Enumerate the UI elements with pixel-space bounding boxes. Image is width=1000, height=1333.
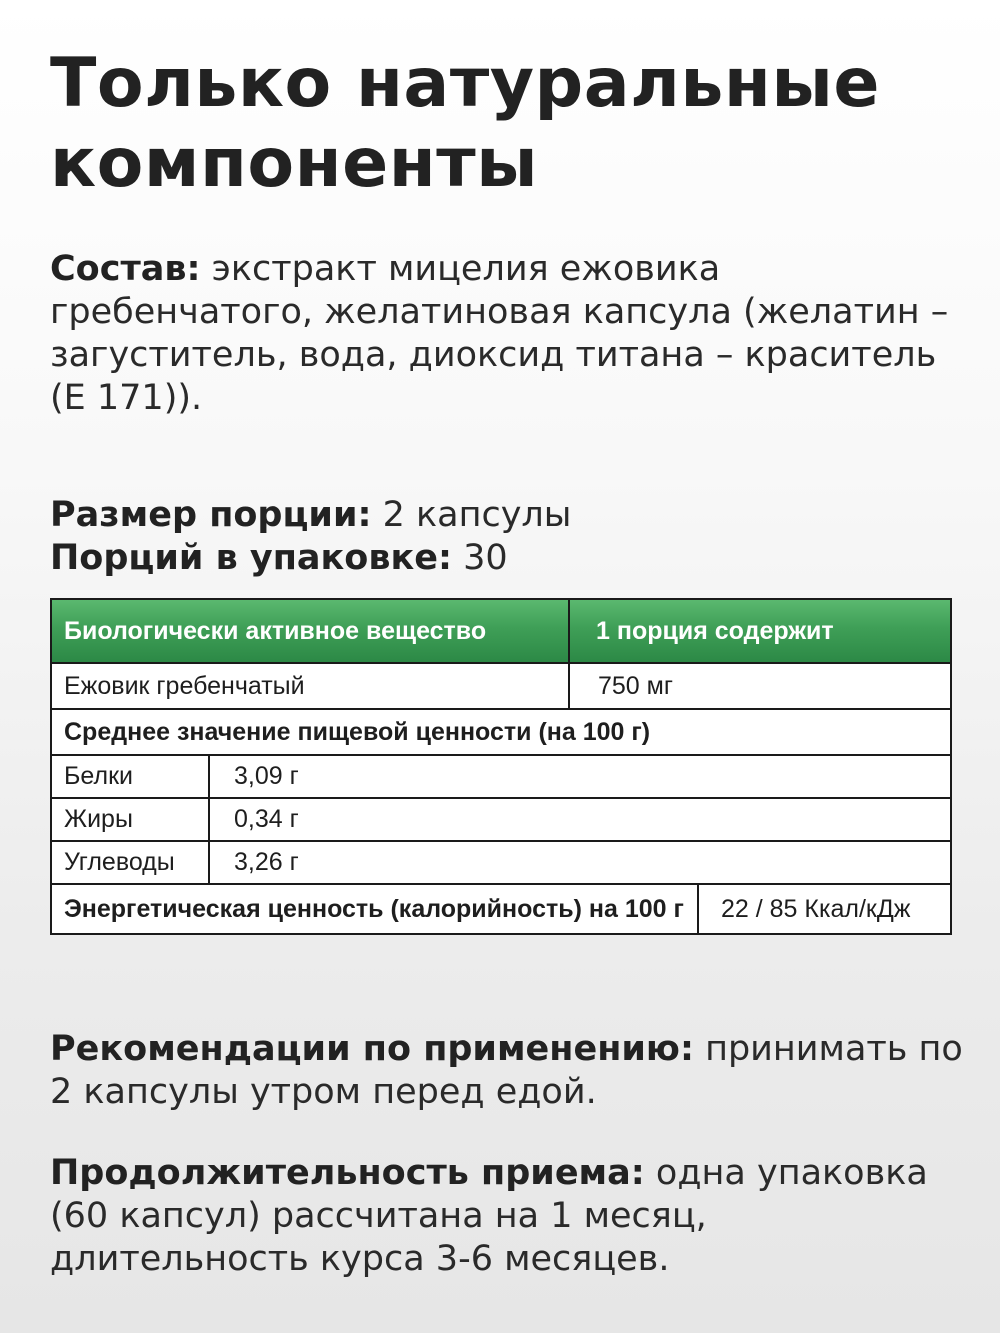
servings-per-pack-label: Порций в упаковке:	[50, 538, 452, 578]
table-header-substance: Биологически активное вещество	[64, 616, 487, 645]
table-header-amount: 1 порция содержит	[568, 600, 950, 662]
duration-label: Продолжительность приема:	[50, 1153, 645, 1193]
recommendation-label: Рекомендации по применению:	[50, 1029, 694, 1069]
usage-recommendation	[50, 1028, 970, 1114]
table-row-substance	[52, 664, 950, 710]
nutrient-value: 0,34 г	[208, 799, 950, 840]
nutrient-value: 3,26 г	[208, 842, 950, 883]
nutrient-name: Белки	[64, 762, 133, 790]
substance-name: Ежовик гребенчатый	[64, 671, 305, 700]
table-row	[52, 842, 950, 885]
nutrient-name: Углеводы	[64, 848, 175, 876]
table-header-row	[52, 600, 950, 664]
table-row	[52, 799, 950, 842]
nutrition-table	[50, 598, 952, 935]
table-row-energy	[52, 885, 950, 933]
composition-text	[50, 248, 970, 420]
energy-label: Энергетическая ценность (калорийность) на 100 г	[64, 894, 684, 923]
serving-size-label: Размер порции:	[50, 495, 372, 535]
composition-value: экстракт мицелия ежовика гребенчатого, желатиновая капсула (желатин – загуститель, вода, диоксид титана – краситель (Е 171)).	[50, 249, 949, 418]
nutrient-name: Жиры	[64, 805, 133, 833]
serving-info	[50, 494, 970, 580]
nutrition-title: Среднее значение пищевой ценности (на 100 г)	[64, 717, 651, 746]
servings-per-pack-value: 30	[451, 538, 508, 578]
energy-value: 22 / 85 Ккал/кДж	[697, 885, 950, 933]
table-row-nutrition-title	[52, 710, 950, 756]
intake-duration	[50, 1152, 970, 1281]
duration-value: одна упаковка (60 капсул) рассчитана на 1 месяц, длительность курса 3-6 месяцев.	[50, 1153, 928, 1279]
page-title: Только натуральные компоненты	[50, 44, 881, 203]
table-row	[52, 756, 950, 799]
nutrient-value: 3,09 г	[208, 756, 950, 797]
serving-size-value: 2 капсулы	[371, 495, 572, 535]
composition-label: Состав:	[50, 249, 201, 289]
recommendation-value: принимать по 2 капсулы утром перед едой.	[50, 1029, 963, 1112]
substance-amount: 750 мг	[568, 664, 950, 708]
